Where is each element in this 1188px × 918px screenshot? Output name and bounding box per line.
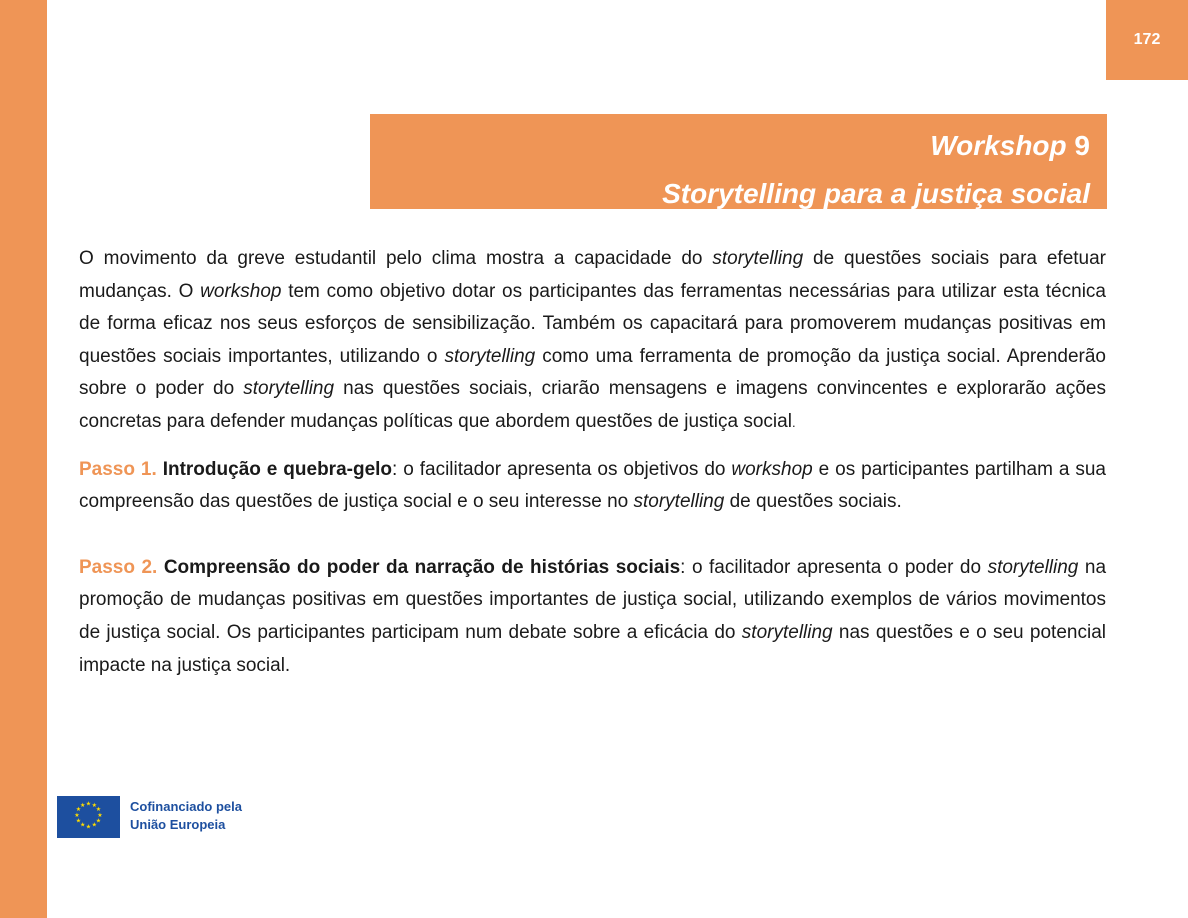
main-content (79, 243, 1106, 682)
step-2-label: Passo 2. (79, 556, 158, 578)
svg-text:★: ★ (95, 817, 102, 825)
svg-text:★: ★ (95, 806, 102, 813)
cofunding-text (130, 798, 242, 834)
svg-text:★: ★ (80, 801, 86, 809)
step-2-paragraph: Passo 2. Compreensão do poder da narração de histórias sociais: o facilitador apresenta o poder do storytelling na promoção de mudanças positivas em questões importantes de justiça social, utilizando exemplos de vários movimentos de justiça social. Os participantes participam num debate sobre a eficácia do storytelling nas questões e o seu potencial impacte na justiça social. (79, 556, 1107, 676)
page-number: 172 (1133, 31, 1161, 48)
svg-text:★: ★ (97, 811, 103, 819)
svg-text:★: ★ (74, 811, 80, 819)
svg-text:★: ★ (75, 806, 82, 813)
svg-text:★: ★ (80, 821, 86, 829)
workshop-title-banner (370, 114, 1107, 209)
step-1-paragraph: Passo 1. Introdução e quebra-gelo: o facilitador apresenta os objetivos do workshop e os participantes partilham a sua compreensão das questões de justiça social e o seu interesse no storytelling de questões sociais. (79, 458, 1106, 513)
svg-text:★: ★ (91, 801, 97, 809)
eu-flag-icon (57, 796, 120, 838)
svg-text:★: ★ (85, 800, 92, 808)
step-2-heading: Compreensão do poder da narração de histórias sociais (163, 556, 681, 578)
workshop-title-line2: Storytelling para a justiça social (662, 178, 1090, 209)
svg-text:★: ★ (85, 823, 92, 831)
cofunding-line1: Cofinanciado pela (130, 799, 242, 814)
step-1-label: Passo 1. (79, 458, 157, 480)
page-number-box (1106, 0, 1188, 80)
svg-text:★: ★ (75, 817, 82, 825)
step-1-heading: Introdução e quebra-gelo (162, 458, 393, 480)
left-accent-bar (0, 0, 47, 918)
cofunding-line2: União Europeia (130, 817, 226, 832)
svg-text:★: ★ (91, 821, 97, 829)
workshop-title-line1: Workshop 9 (930, 130, 1090, 161)
intro-paragraph: O movimento da greve estudantil pelo clima mostra a capacidade do storytelling de questões sociais para efetuar mudanças. O workshop tem como objetivo dotar os participantes das ferramentas necessárias para utilizar esta técnica de forma eficaz nos seus esforços de sensibilização. Também os capacitará para promoverem mudanças positivas em questões sociais importantes, utilizando o storytelling como uma ferramenta de promoção da justiça social. Aprenderão sobre o poder do storytelling nas questões sociais, criarão mensagens e imagens convincentes e explorarão ações concretas para defender mudanças políticas que abordem questões de justiça social. (79, 248, 1107, 432)
